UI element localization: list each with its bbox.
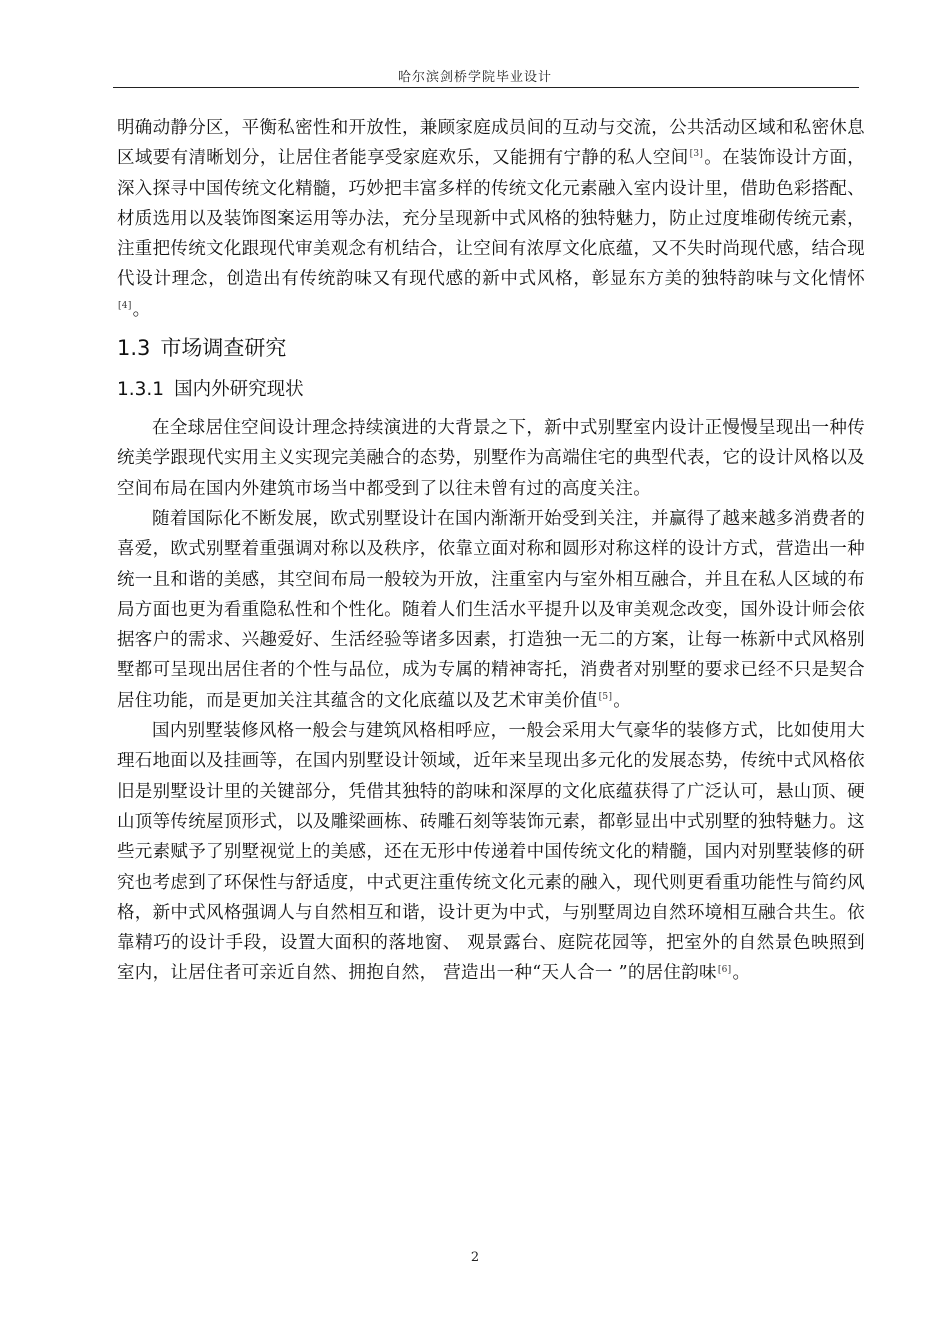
paragraph-4: 国内别墅装修风格一般会与建筑风格相呼应，一般会采用大气豪华的装修方式，比如使用大理石地面以及挂画等，在国内别墅设计领域，近年来呈现出多元化的发展态势，传统中式风格依旧是别墅设计里的关键部分，凭借其独特的韵味和深厚的文化底蕴获得了广泛认可，悬山顶、硬山顶等传统屋顶形式，以及雕梁画栋、砖雕石刻等装饰元素，都彰显出中式别墅的独特魅力。这些元素赋予了别墅视觉上的美感，还在无形中传递着中国传统文化的精髓，国内对别墅装修的研究也考虑到了环保性与舒适度，中式更注重传统文化元素的融入，现代则更看重功能性与简约风格，新中式风格强调人与自然相互和谐，设计更为中式，与别墅周边自然环境相互融合共生。依靠精巧的设计手段，设置大面积的落地窗、 观景露台、庭院花园等，把室外的自然景色映照到室内，让居住者可亲近自然、拥抱自然， 营造出一种“天人合一 ”的居住韵味[6]。: [117, 721, 865, 984]
header-rule: [113, 87, 859, 88]
subsection-heading: 1.3.1 国内外研究现状: [117, 379, 304, 401]
document-body: [117, 113, 865, 989]
citation-6: [6]: [717, 964, 732, 975]
citation-4: [4]: [118, 300, 132, 311]
page-number: 2: [470, 1250, 480, 1265]
paragraph-1: 明确动静分区，平衡私密性和开放性，兼顾家庭成员间的互动与交流，公共活动区域和私密休息区域要有清晰划分，让居住者能享受家庭欢乐，又能拥有宁静的私人空间[3]。在装饰设计方面，深入探寻中国传统文化精髓，巧妙把丰富多样的传统文化元素融入室内设计里，借助色彩搭配、材质选用以及装饰图案运用等办法，充分呈现新中式风格的独特魅力，防止过度堆砌传统元素，注重把传统文化跟现代审美观念有机结合，让空间有浓厚文化底蕴，又不失时尚现代感，结合现代设计理念，创造出有传统韵味又有现代感的新中式风格，彰显东方美的独特韵味与文化情怀[4]。: [117, 118, 865, 320]
paragraph-2: 在全球居住空间设计理念持续演进的大背景之下，新中式别墅室内设计正慢慢呈现出一种传统美学跟现代实用主义实现完美融合的态势，别墅作为高端住宅的典型代表，它的设计风格以及空间布局在国内外建筑市场当中都受到了以往未曾有过的高度关注。: [117, 418, 865, 499]
running-header: 哈尔滨剑桥学院毕业设计: [397, 70, 552, 85]
paragraph-3: 随着国际化不断发展，欧式别墅设计在国内渐渐开始受到关注，并赢得了越来越多消费者的喜爱，欧式别墅着重强调对称以及秩序，依靠立面对称和圆形对称这样的设计方式，营造出一种统一且和谐的美感，其空间布局一般较为开放，注重室内与室外相互融合，并且在私人区域的布局方面也更为看重隐私性和个性化。随着人们生活水平提升以及审美观念改变，国外设计师会依据客户的需求、兴趣爱好、生活经验等诸多因素，打造独一无二的方案，让每一栋新中式风格别墅都可呈现出居住者的个性与品位，成为专属的精神寄托，消费者对别墅的要求已经不只是契合居住功能，而是更加关注其蕴含的文化底蕴以及艺术审美价值[5]。: [117, 508, 865, 711]
citation-5: [5]: [598, 691, 613, 702]
citation-3: [3]: [689, 149, 704, 160]
section-heading: 1.3 市场调查研究: [117, 336, 287, 361]
